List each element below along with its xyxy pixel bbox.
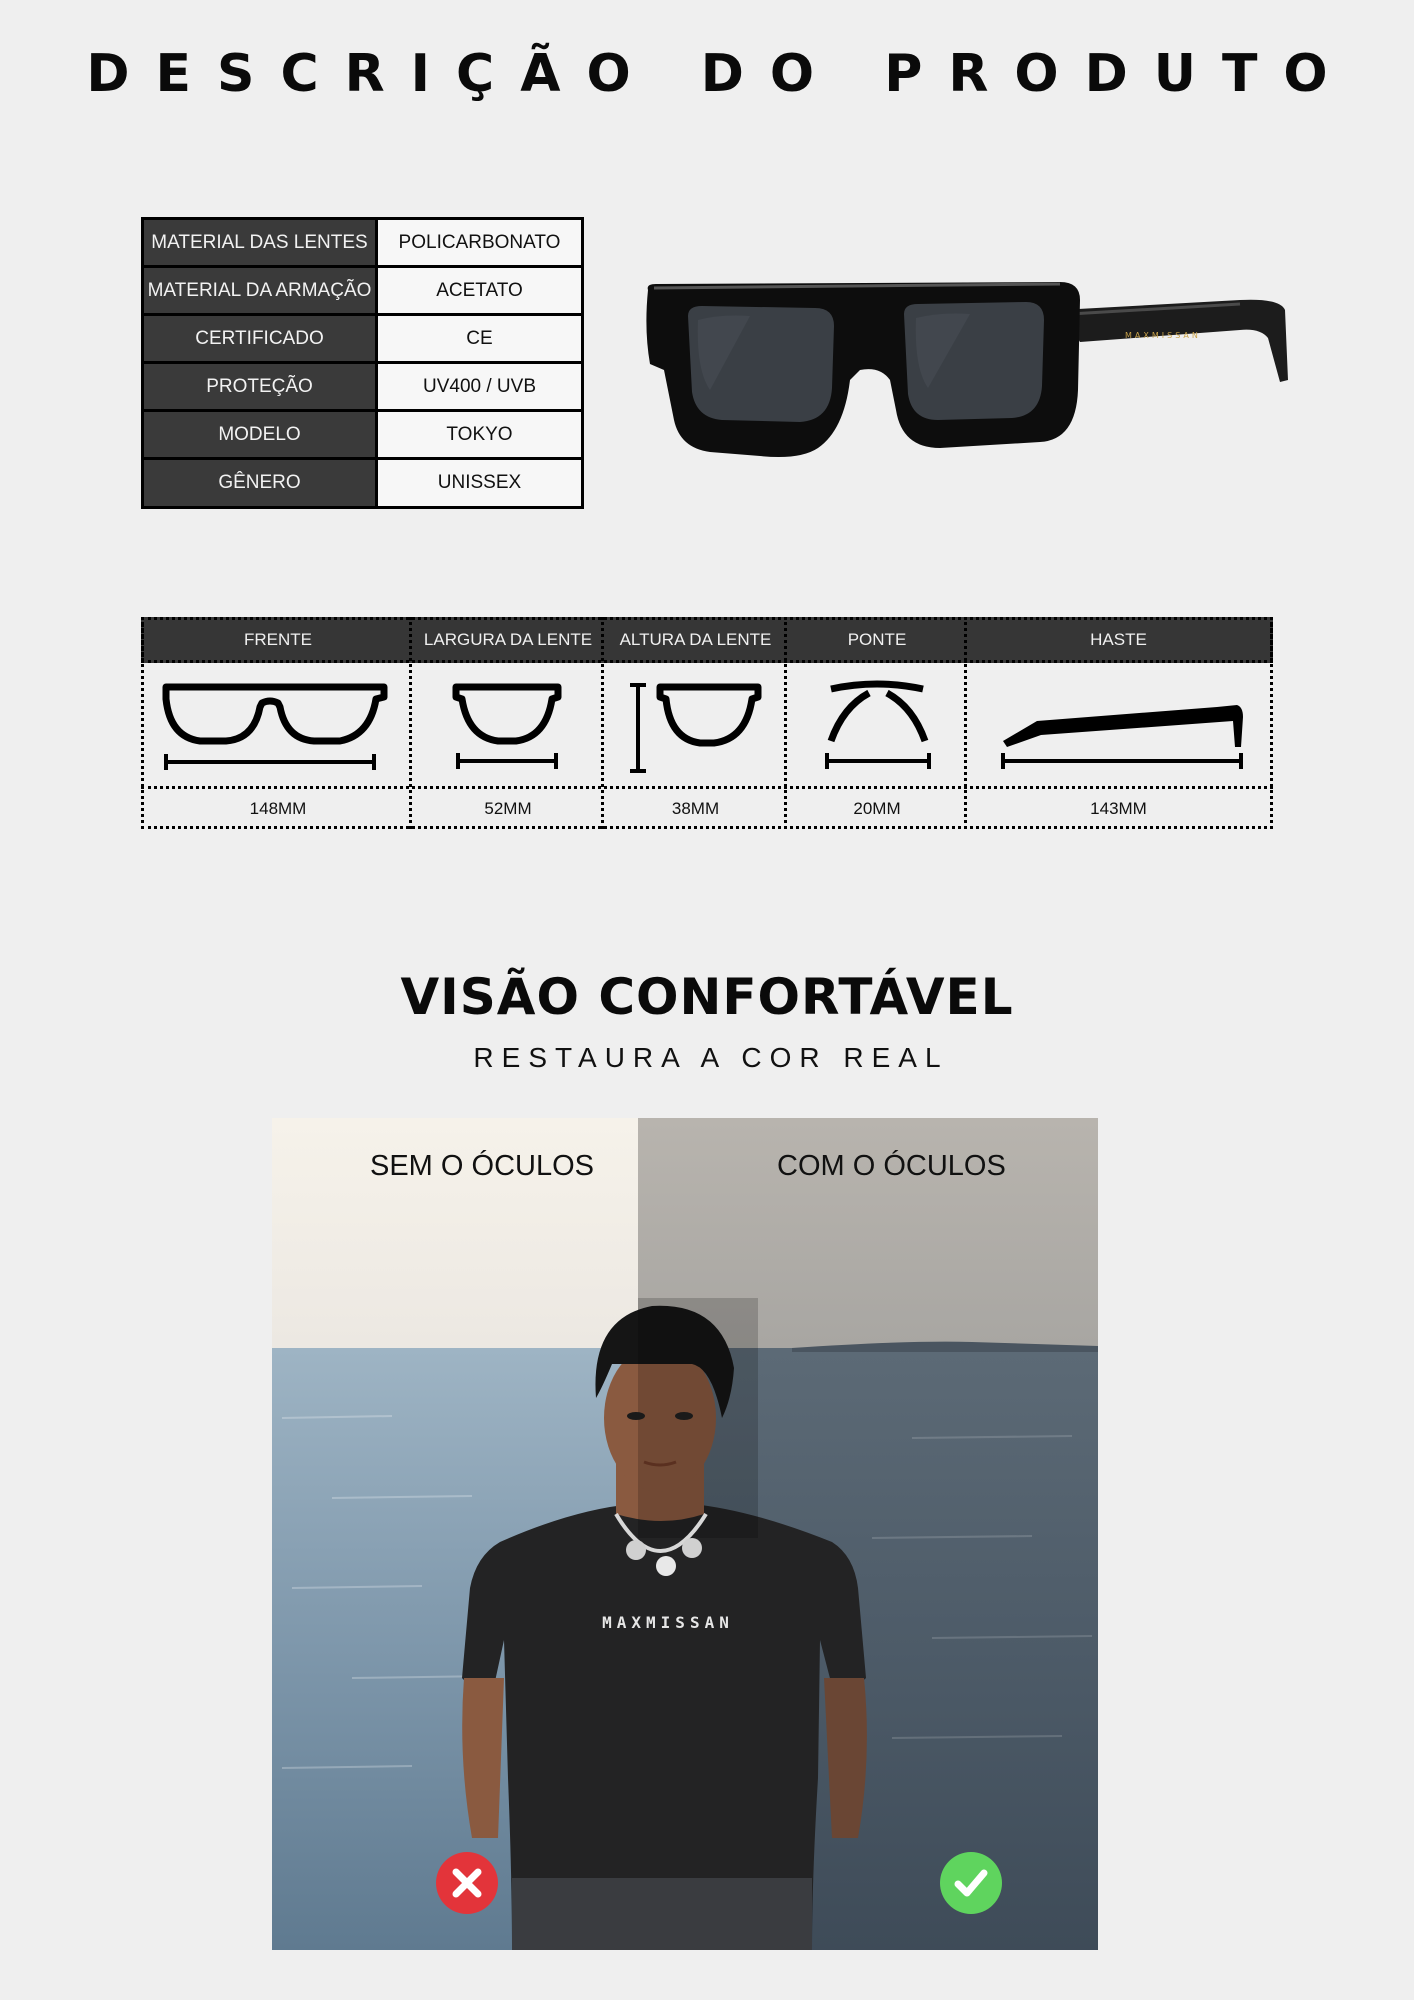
measurement-label: HASTE xyxy=(1090,630,1147,649)
bridge-icon xyxy=(787,677,967,793)
measurement-value: 52MM xyxy=(484,799,532,818)
measurement-column-lens-width xyxy=(409,617,604,829)
measurement-column-bridge xyxy=(784,617,967,829)
measurement-column-temple xyxy=(964,617,1273,829)
spec-value: CE xyxy=(378,316,581,361)
lens-height-icon xyxy=(604,677,787,793)
measurements-table xyxy=(141,617,1273,829)
spec-row xyxy=(144,316,581,364)
spec-label: MODELO xyxy=(144,412,378,457)
temple-brand-text: MAXMISSAN xyxy=(1125,331,1201,340)
measurement-column-lens-height xyxy=(601,617,787,829)
spec-label: MATERIAL DA ARMAÇÃO xyxy=(144,268,378,313)
measurement-value: 143MM xyxy=(1090,799,1147,818)
comparison-photo xyxy=(272,1118,1098,1950)
spec-value: TOKYO xyxy=(378,412,581,457)
spec-value: UV400 / UVB xyxy=(378,364,581,409)
measurement-label: ALTURA DA LENTE xyxy=(619,630,772,649)
with-glasses-label: COM O ÓCULOS xyxy=(777,1150,1006,1182)
lens-width-icon xyxy=(412,677,604,793)
spec-row xyxy=(144,460,581,506)
section-title: VISÃO CONFORTÁVEL xyxy=(400,968,1014,1026)
spec-row xyxy=(144,412,581,460)
measurement-label: PONTE xyxy=(847,630,907,649)
spec-label: PROTEÇÃO xyxy=(144,364,378,409)
spec-row xyxy=(144,220,581,268)
spec-value: POLICARBONATO xyxy=(378,220,581,265)
page-title: DESCRIÇÃO DO PRODUTO xyxy=(86,44,1354,104)
shirt-brand-text: MAXMISSAN xyxy=(602,1613,734,1632)
spec-row xyxy=(144,364,581,412)
spec-value: UNISSEX xyxy=(378,460,581,506)
measurement-value: 148MM xyxy=(249,799,307,818)
measurement-value: 20MM xyxy=(853,799,901,818)
section-subtitle: RESTAURA A COR REAL xyxy=(473,1042,949,1073)
without-glasses-label: SEM O ÓCULOS xyxy=(370,1150,594,1182)
spec-label: MATERIAL DAS LENTES xyxy=(144,220,378,265)
front-width-icon xyxy=(144,677,412,793)
sunglasses-product-image xyxy=(640,270,1290,480)
temple-icon xyxy=(967,677,1270,793)
spec-label: GÊNERO xyxy=(144,460,378,506)
spec-value: ACETATO xyxy=(378,268,581,313)
check-icon xyxy=(940,1852,1002,1914)
measurement-column-front xyxy=(141,617,412,829)
measurement-label: LARGURA DA LENTE xyxy=(423,630,593,649)
spec-row xyxy=(144,268,581,316)
measurement-label: FRENTE xyxy=(244,630,312,649)
x-icon xyxy=(436,1852,498,1914)
spec-label: CERTIFICADO xyxy=(144,316,378,361)
measurement-value: 38MM xyxy=(671,799,720,818)
spec-table xyxy=(141,217,584,509)
